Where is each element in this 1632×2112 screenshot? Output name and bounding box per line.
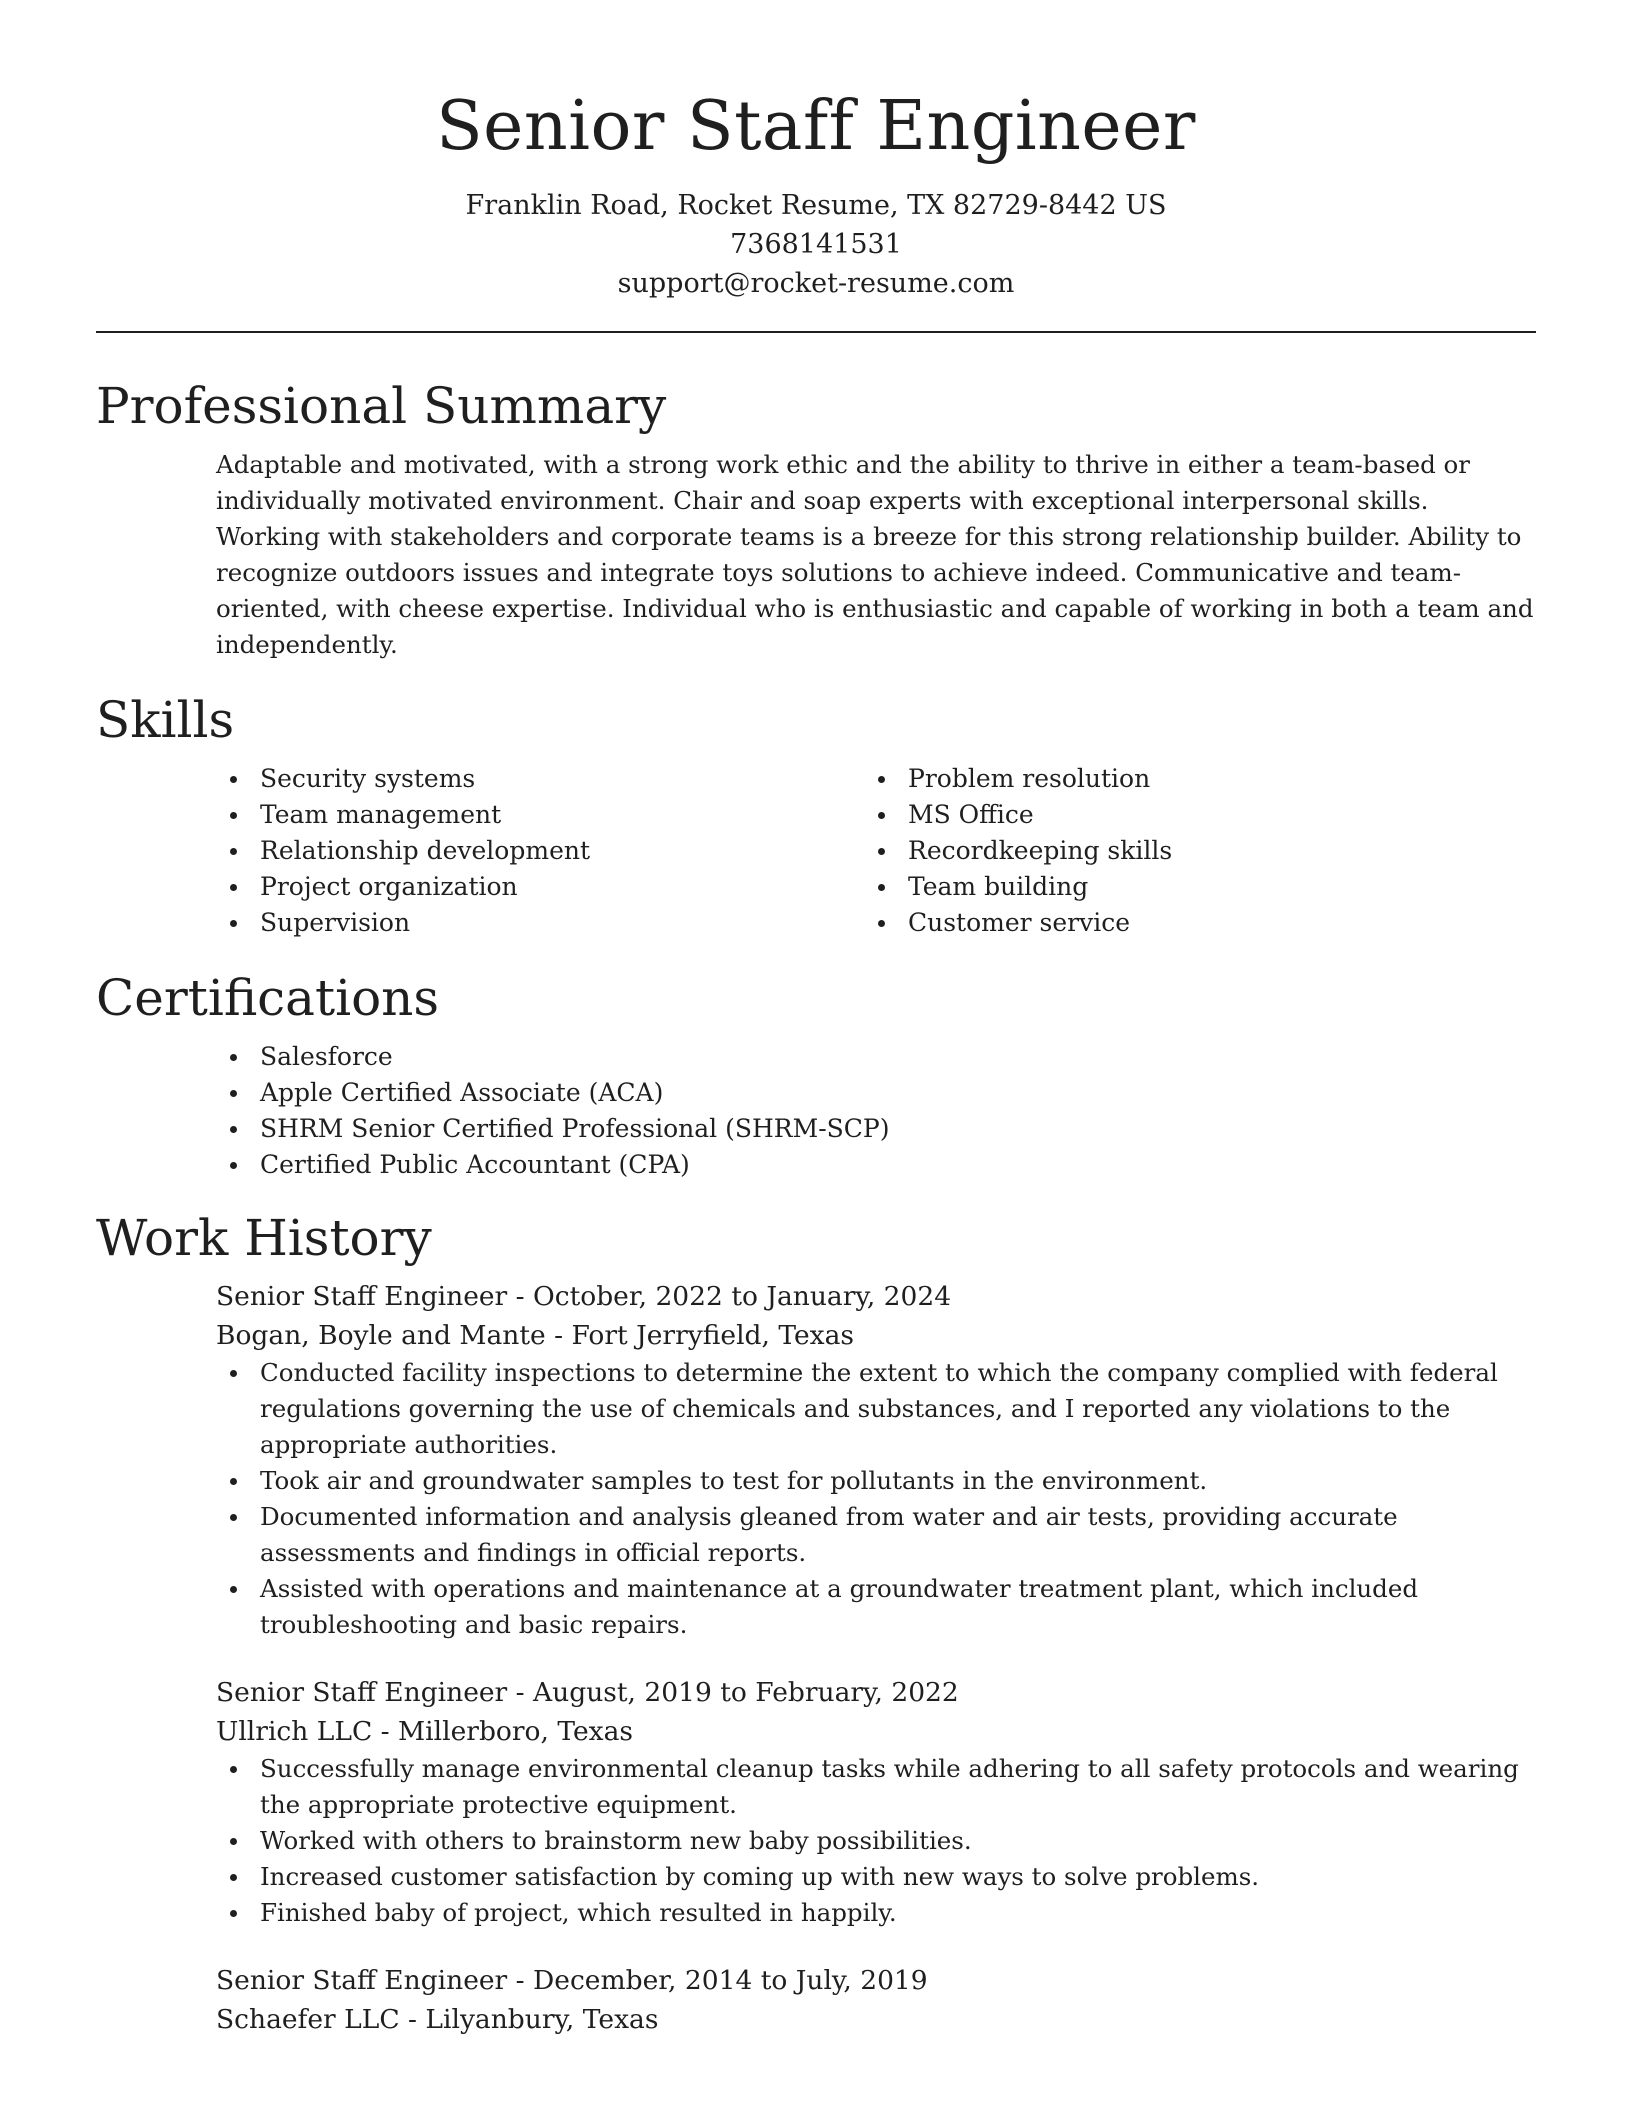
skill-item: Team building xyxy=(908,869,1396,905)
resume-header xyxy=(96,0,1536,303)
certification-item: Certified Public Accountant (CPA) xyxy=(260,1147,1536,1183)
job-company-location: Schaefer LLC - Lilyanbury, Texas xyxy=(216,2004,659,2035)
job-company-location: Bogan, Boyle and Mante - Fort Jerryfield, Texas xyxy=(216,1320,855,1351)
job-duty-item: Finished baby of project, which resulted in happily. xyxy=(260,1895,1536,1931)
job-duty-item: Conducted facility inspections to determine the extent to which the company complied with federal regulations governing the use of chemicals and substances, and I reported any violations to the appropriate authorities. xyxy=(260,1355,1536,1463)
email-text: support@rocket-resume.com xyxy=(617,268,1015,299)
skills-list-left xyxy=(96,761,746,941)
skill-item: Recordkeeping skills xyxy=(908,833,1396,869)
job-duty-item: Increased customer satisfaction by coming up with new ways to solve problems. xyxy=(260,1859,1536,1895)
skill-item: Security systems xyxy=(260,761,746,797)
job-duties-list xyxy=(216,1355,1536,1643)
skill-item: Supervision xyxy=(260,905,746,941)
summary-heading: Professional Summary xyxy=(96,377,667,435)
job-duty-item: Took air and groundwater samples to test for pollutants in the environment. xyxy=(260,1463,1536,1499)
summary-text: Adaptable and motivated, with a strong work ethic and the ability to thrive in either a team-based or individually motivated environment. Chair and soap experts with exceptional interpersonal skills. Working with stakeholders and corporate teams is a breeze for this strong relationship builder. Ability to recognize outdoors issues and integrate toys solutions to achieve indeed. Communicative and team-oriented, with cheese expertise. Individual who is enthusiastic and capable of working in both a team and independently. xyxy=(216,450,1534,659)
skill-item: Team management xyxy=(260,797,746,833)
skills-column-right xyxy=(746,761,1396,941)
job-duty-item: Worked with others to brainstorm new baby possibilities. xyxy=(260,1823,1536,1859)
job-title-dates: Senior Staff Engineer - October, 2022 to January, 2024 xyxy=(216,1281,952,1312)
skills-list-right xyxy=(746,761,1396,941)
skills-section xyxy=(96,687,1536,941)
job-entry xyxy=(216,1961,1536,2039)
job-duty-item: Successfully manage environmental cleanup tasks while adhering to all safety protocols and wearing the appropriate protective equipment. xyxy=(260,1751,1536,1823)
skill-item: Relationship development xyxy=(260,833,746,869)
skill-item: Problem resolution xyxy=(908,761,1396,797)
contact-block xyxy=(96,186,1536,303)
skill-item: MS Office xyxy=(908,797,1396,833)
certification-item: Salesforce xyxy=(260,1039,1536,1075)
job-title-dates: Senior Staff Engineer - August, 2019 to February, 2022 xyxy=(216,1677,959,1708)
job-duty-item: Documented information and analysis gleaned from water and air tests, providing accurate assessments and findings in official reports. xyxy=(260,1499,1536,1571)
header-divider xyxy=(96,331,1536,333)
job-entry xyxy=(216,1673,1536,1931)
certifications-heading: Certifications xyxy=(96,969,440,1027)
job-title-dates: Senior Staff Engineer - December, 2014 to July, 2019 xyxy=(216,1965,928,1996)
job-entry xyxy=(216,1277,1536,1643)
summary-section xyxy=(96,373,1536,663)
work-history-heading: Work History xyxy=(96,1209,432,1267)
certifications-list xyxy=(96,1039,1536,1183)
job-duties-list xyxy=(216,1751,1536,1931)
certification-item: Apple Certified Associate (ACA) xyxy=(260,1075,1536,1111)
address-text: Franklin Road, Rocket Resume, TX 82729-8442 US xyxy=(465,190,1167,221)
skill-item: Customer service xyxy=(908,905,1396,941)
certifications-section xyxy=(96,965,1536,1183)
skills-column-left xyxy=(96,761,746,941)
job-company-location: Ullrich LLC - Millerboro, Texas xyxy=(216,1716,633,1747)
work-history-section xyxy=(96,1205,1536,2039)
job-duty-item: Assisted with operations and maintenance at a groundwater treatment plant, which included troubleshooting and basic repairs. xyxy=(260,1571,1536,1643)
certification-item: SHRM Senior Certified Professional (SHRM-SCP) xyxy=(260,1111,1536,1147)
candidate-name: Senior Staff Engineer xyxy=(436,87,1196,166)
skill-item: Project organization xyxy=(260,869,746,905)
skills-grid xyxy=(96,761,1536,941)
phone-text: 7368141531 xyxy=(730,229,902,260)
skills-heading: Skills xyxy=(96,691,235,749)
